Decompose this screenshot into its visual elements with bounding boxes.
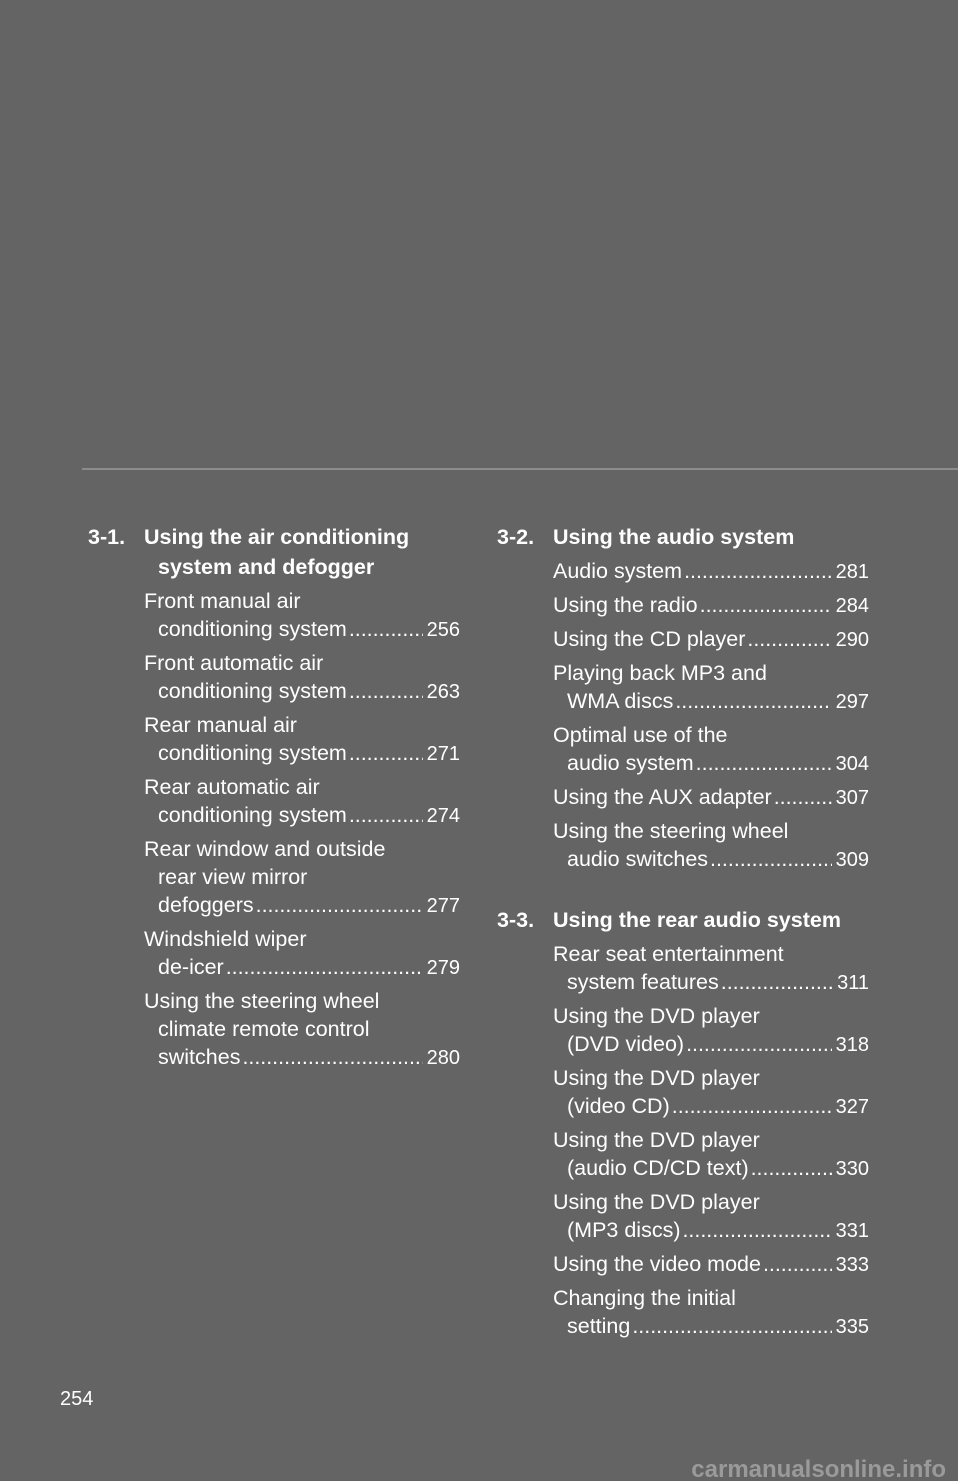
entry-title-line: Changing the initial — [553, 1286, 736, 1310]
entry-title-text: de-icer — [158, 955, 224, 979]
entry-title-line: Using the steering wheel — [553, 819, 789, 843]
entry-title-text: Using the CD player — [553, 627, 746, 651]
entry-title-line: Front automatic air — [144, 651, 324, 675]
entry-title-line: Using the DVD player — [553, 1066, 760, 1090]
entry-title-text: Using the AUX adapter — [553, 785, 772, 809]
toc-entry[interactable] — [144, 587, 460, 644]
section-title: Using the air conditioning system and defogger — [144, 525, 410, 579]
entry-title-line: Using the DVD player — [553, 1190, 760, 1214]
entry-title-last-line — [144, 1043, 460, 1072]
dot-leader — [242, 1043, 422, 1071]
toc-entry[interactable] — [553, 1250, 869, 1279]
dot-leader — [747, 625, 831, 653]
toc-entry-list — [553, 557, 869, 874]
toc-section — [497, 905, 869, 1341]
entry-page-number: 331 — [835, 1220, 869, 1242]
entry-page-number: 333 — [835, 1254, 869, 1276]
toc-entry[interactable] — [553, 817, 869, 874]
dot-leader — [751, 1154, 832, 1182]
entry-title-text: conditioning system — [158, 617, 347, 641]
entry-title-last-line — [553, 687, 869, 716]
dot-leader — [349, 801, 423, 829]
entry-page-number: 271 — [426, 743, 460, 765]
entry-page-number: 297 — [835, 691, 869, 713]
entry-page-number: 290 — [835, 629, 869, 651]
entry-title-text: system features — [567, 970, 719, 994]
entry-title-line: Using the DVD player — [553, 1128, 760, 1152]
entry-title-last-line — [144, 739, 460, 768]
toc-entry[interactable] — [553, 659, 869, 716]
entry-title-last-line — [144, 677, 460, 706]
entry-page-number: 277 — [426, 895, 460, 917]
entry-title-last-line — [553, 1092, 869, 1121]
dot-leader — [349, 739, 423, 767]
entry-page-number: 311 — [837, 972, 869, 994]
header-divider — [82, 468, 958, 470]
toc-entry[interactable] — [144, 649, 460, 706]
toc-column-left — [88, 522, 460, 1077]
toc-entry[interactable] — [553, 591, 869, 620]
toc-entry[interactable] — [553, 1002, 869, 1059]
entry-title-line: Rear seat entertainment — [553, 942, 784, 966]
entry-title-text: audio switches — [567, 847, 709, 871]
page-number: 254 — [60, 1388, 94, 1410]
entry-title-line: Rear automatic air — [144, 775, 320, 799]
dot-leader — [696, 749, 832, 777]
dot-leader — [763, 1250, 832, 1278]
entry-page-number: 318 — [835, 1034, 869, 1056]
section-heading[interactable] — [497, 522, 869, 552]
entry-title-last-line — [553, 1154, 869, 1183]
section-number: 3-2. — [497, 525, 535, 549]
entry-page-number: 284 — [835, 595, 869, 617]
entry-page-number: 279 — [426, 957, 460, 979]
entry-title-last-line — [553, 845, 869, 874]
dot-leader — [672, 1092, 832, 1120]
entry-title-text: Using the radio — [553, 593, 698, 617]
toc-column-right — [497, 522, 869, 1346]
entry-page-number: 274 — [426, 805, 460, 827]
toc-entry[interactable] — [553, 721, 869, 778]
toc-entry[interactable] — [553, 940, 869, 997]
dot-leader — [774, 783, 832, 811]
dot-leader — [710, 845, 832, 873]
entry-title-line: rear view mirror — [158, 865, 308, 889]
entry-page-number: 263 — [426, 681, 460, 703]
toc-entry[interactable] — [553, 557, 869, 586]
entry-title-text: (DVD video) — [567, 1032, 685, 1056]
entry-title-last-line — [144, 891, 460, 920]
entry-title-last-line — [144, 801, 460, 830]
toc-entry-list — [553, 940, 869, 1341]
section-title-wrap — [144, 522, 460, 582]
entry-title-last-line — [553, 1250, 869, 1279]
entry-page-number: 281 — [835, 561, 869, 583]
entry-title-last-line — [553, 968, 869, 997]
entry-title-last-line — [553, 749, 869, 778]
entry-title-line: Rear window and outside — [144, 837, 386, 861]
toc-entry[interactable] — [144, 987, 460, 1072]
entry-title-line: Rear manual air — [144, 713, 297, 737]
entry-page-number: 256 — [426, 619, 460, 641]
entry-title-line: Using the DVD player — [553, 1004, 760, 1028]
toc-entry[interactable] — [553, 1126, 869, 1183]
dot-leader — [721, 968, 833, 996]
entry-title-last-line — [553, 625, 869, 654]
toc-section — [497, 522, 869, 874]
entry-title-text: defoggers — [158, 893, 254, 917]
entry-title-last-line — [553, 783, 869, 812]
section-title: Using the audio system — [553, 525, 795, 549]
toc-entry[interactable] — [144, 835, 460, 920]
entry-title-text: conditioning system — [158, 679, 347, 703]
entry-title-text: Using the video mode — [553, 1252, 761, 1276]
entry-title-line: climate remote control — [158, 1017, 370, 1041]
entry-title-text: (audio CD/CD text) — [567, 1156, 749, 1180]
watermark: carmanualsonline.info — [691, 1456, 946, 1483]
entry-title-line: Optimal use of the — [553, 723, 728, 747]
entry-title-last-line — [144, 953, 460, 982]
entry-title-last-line — [553, 1216, 869, 1245]
entry-page-number: 307 — [835, 787, 869, 809]
toc-entry[interactable] — [144, 773, 460, 830]
section-spacer — [497, 879, 869, 905]
section-heading[interactable] — [497, 905, 869, 935]
dot-leader — [256, 891, 423, 919]
entry-title-last-line — [144, 615, 460, 644]
section-title-wrap — [553, 522, 869, 552]
entry-page-number: 304 — [835, 753, 869, 775]
entry-title-last-line — [553, 1030, 869, 1059]
entry-title-text: audio system — [567, 751, 694, 775]
toc-section — [88, 522, 460, 1072]
entry-title-last-line — [553, 591, 869, 620]
dot-leader — [349, 677, 423, 705]
entry-title-text: (MP3 discs) — [567, 1218, 681, 1242]
toc-entry[interactable] — [553, 783, 869, 812]
dot-leader — [675, 687, 831, 715]
dot-leader — [226, 953, 423, 981]
toc-entry[interactable] — [553, 625, 869, 654]
toc-entry[interactable] — [553, 1284, 869, 1341]
entry-title-text: setting — [567, 1314, 631, 1338]
toc-entry[interactable] — [553, 1188, 869, 1245]
entry-page-number: 280 — [426, 1047, 460, 1069]
dot-leader — [349, 615, 423, 643]
section-title: Using the rear audio system — [553, 908, 841, 932]
dot-leader — [686, 1030, 832, 1058]
dot-leader — [682, 1216, 831, 1244]
section-title-wrap — [553, 905, 869, 935]
section-number: 3-3. — [497, 908, 535, 932]
toc-entry[interactable] — [144, 711, 460, 768]
entry-title-text: (video CD) — [567, 1094, 670, 1118]
entry-page-number: 330 — [835, 1158, 869, 1180]
section-number: 3-1. — [88, 525, 126, 549]
dot-leader — [684, 557, 832, 585]
dot-leader — [700, 591, 832, 619]
entry-title-last-line — [553, 557, 869, 586]
entry-title-line: Playing back MP3 and — [553, 661, 767, 685]
entry-title-line: Windshield wiper — [144, 927, 307, 951]
entry-page-number: 327 — [835, 1096, 869, 1118]
entry-title-text: conditioning system — [158, 803, 347, 827]
section-heading[interactable] — [88, 522, 460, 582]
entry-title-text: conditioning system — [158, 741, 347, 765]
toc-entry[interactable] — [144, 925, 460, 982]
entry-title-last-line — [553, 1312, 869, 1341]
entry-page-number: 335 — [835, 1316, 869, 1338]
dot-leader — [632, 1312, 831, 1340]
entry-title-line: Front manual air — [144, 589, 301, 613]
toc-entry-list — [144, 587, 460, 1072]
toc-entry[interactable] — [553, 1064, 869, 1121]
entry-title-text: switches — [158, 1045, 241, 1069]
entry-page-number: 309 — [835, 849, 869, 871]
entry-title-text: WMA discs — [567, 689, 674, 713]
entry-title-line: Using the steering wheel — [144, 989, 380, 1013]
entry-title-text: Audio system — [553, 559, 683, 583]
